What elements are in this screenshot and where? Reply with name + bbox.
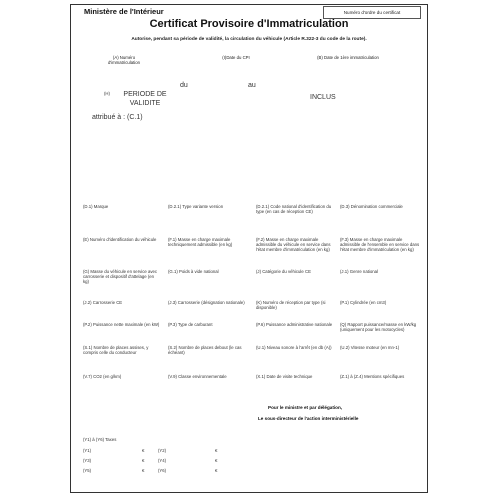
signature-line-1: Pour le ministre et par délégation, [268,405,343,410]
field-label: (D.2.1) Type variante version [168,204,224,209]
field-label: (U.2) Vitesse moteur (en mn-1) [340,345,400,350]
field-label: (V.7) CO2 (en g/km) [83,374,122,379]
assigned-to-label: attribué à : (C.1) [92,114,143,121]
euro-symbol: € [215,458,218,463]
page-subtitle: Autorise, pendant sa période de validité, la circulation du véhicule (Article R.322-3 du code de la route). [131,37,367,42]
field-label: (J.2) Carrosserie CE [83,300,123,305]
validity-period-label: PERIODE DE VALIDITE [123,91,167,107]
field-label: (U.1) Niveau sonore à l'arrêt (en db (A)) [256,345,332,350]
euro-symbol: € [142,468,145,473]
field-label: (P.6) Puissance administrative nationale [256,322,333,327]
field-label: (S.2) Nombre de places debout (le cas échéant) [168,345,242,355]
field-label: (S.1) Nombre de places assises, y compris celle du conducteur [83,345,149,355]
order-number-box: Numéro d'ordre du certificat [323,6,421,19]
field-label: (J.1) Genre national [340,269,378,274]
tax-code-label: (Y5) [83,468,92,473]
page-title: Certificat Provisoire d'Immatriculation [149,18,349,30]
field-label: (Z.1) à (Z.4) Mentions spécifiques [340,374,405,379]
field-label: (F.3) Masse en charge maximale admissible de l'ensemble en service dans l'état membre d'immatriculation (en kg) [340,237,420,252]
certificate-page [70,4,428,493]
field-label: (F.1) Masse en charge maximale techniquement admissible (en kg) [168,237,233,247]
field-label: (F.2) Masse en charge maximale admissible du véhicule en service dans l'état membre d'immatriculation (en kg) [256,237,331,252]
column-registration-number: (A) Numéro d'immatriculation [107,55,141,65]
field-label: (G.1) Poids à vide national [168,269,219,274]
euro-symbol: € [215,448,218,453]
euro-symbol: € [142,458,145,463]
euro-symbol: € [215,468,218,473]
field-label: (J.3) Carrosserie (désignation nationale) [168,300,245,305]
euro-symbol: € [142,448,145,453]
field-label: (E) Numéro d'identification du véhicule [83,237,157,242]
field-label: (D.1) Marque [83,204,109,209]
signature-line-2: Le sous-directeur de l'action interministérielle [258,416,359,421]
validity-from-label: du [180,82,188,89]
column-first-registration-date: (B) Date de 1ère immatriculation [317,55,379,60]
taxes-title: (Y1) à (Y6) Taxes [83,437,117,442]
column-cpi-date: (I)Date du CPI [222,55,250,60]
field-label: (D.3) Dénomination commerciale [340,204,403,209]
tax-code-label: (Y3) [83,458,92,463]
field-label: (G) Masse du véhicule en service avec carrosserie et dispositif d'attelage (en kg) [83,269,158,284]
ministry-name: Ministère de l'Intérieur [84,7,164,16]
tax-code-label: (Y2) [158,448,167,453]
field-label: (Q) Rapport puissance/masse en kW/kg (uniquement pour les motocycles) [340,322,417,332]
validity-to-label: au [248,82,256,89]
tax-code-label: (Y1) [83,448,92,453]
field-label: (P.1) Cylindrée (en cm3) [340,300,387,305]
field-label: (X.1) Date de visite technique [256,374,313,379]
field-label: (P.3) Type de carburant [168,322,213,327]
field-label: (P.2) Puissance nette maximale (en kW) [83,322,160,327]
validity-inclusive-label: INCLUS [310,94,336,101]
field-marker-h: (H) [104,91,110,96]
field-label: (K) Numéro de réception par type (si disponible) [256,300,326,310]
field-label: (J) Catégorie du véhicule CE [256,269,311,274]
tax-code-label: (Y4) [158,458,167,463]
field-label: (D.2.1) Code national d'identification du type (en cas de réception CE) [256,204,332,214]
field-label: (V.9) Classe environnementale [168,374,227,379]
tax-code-label: (Y6) [158,468,167,473]
